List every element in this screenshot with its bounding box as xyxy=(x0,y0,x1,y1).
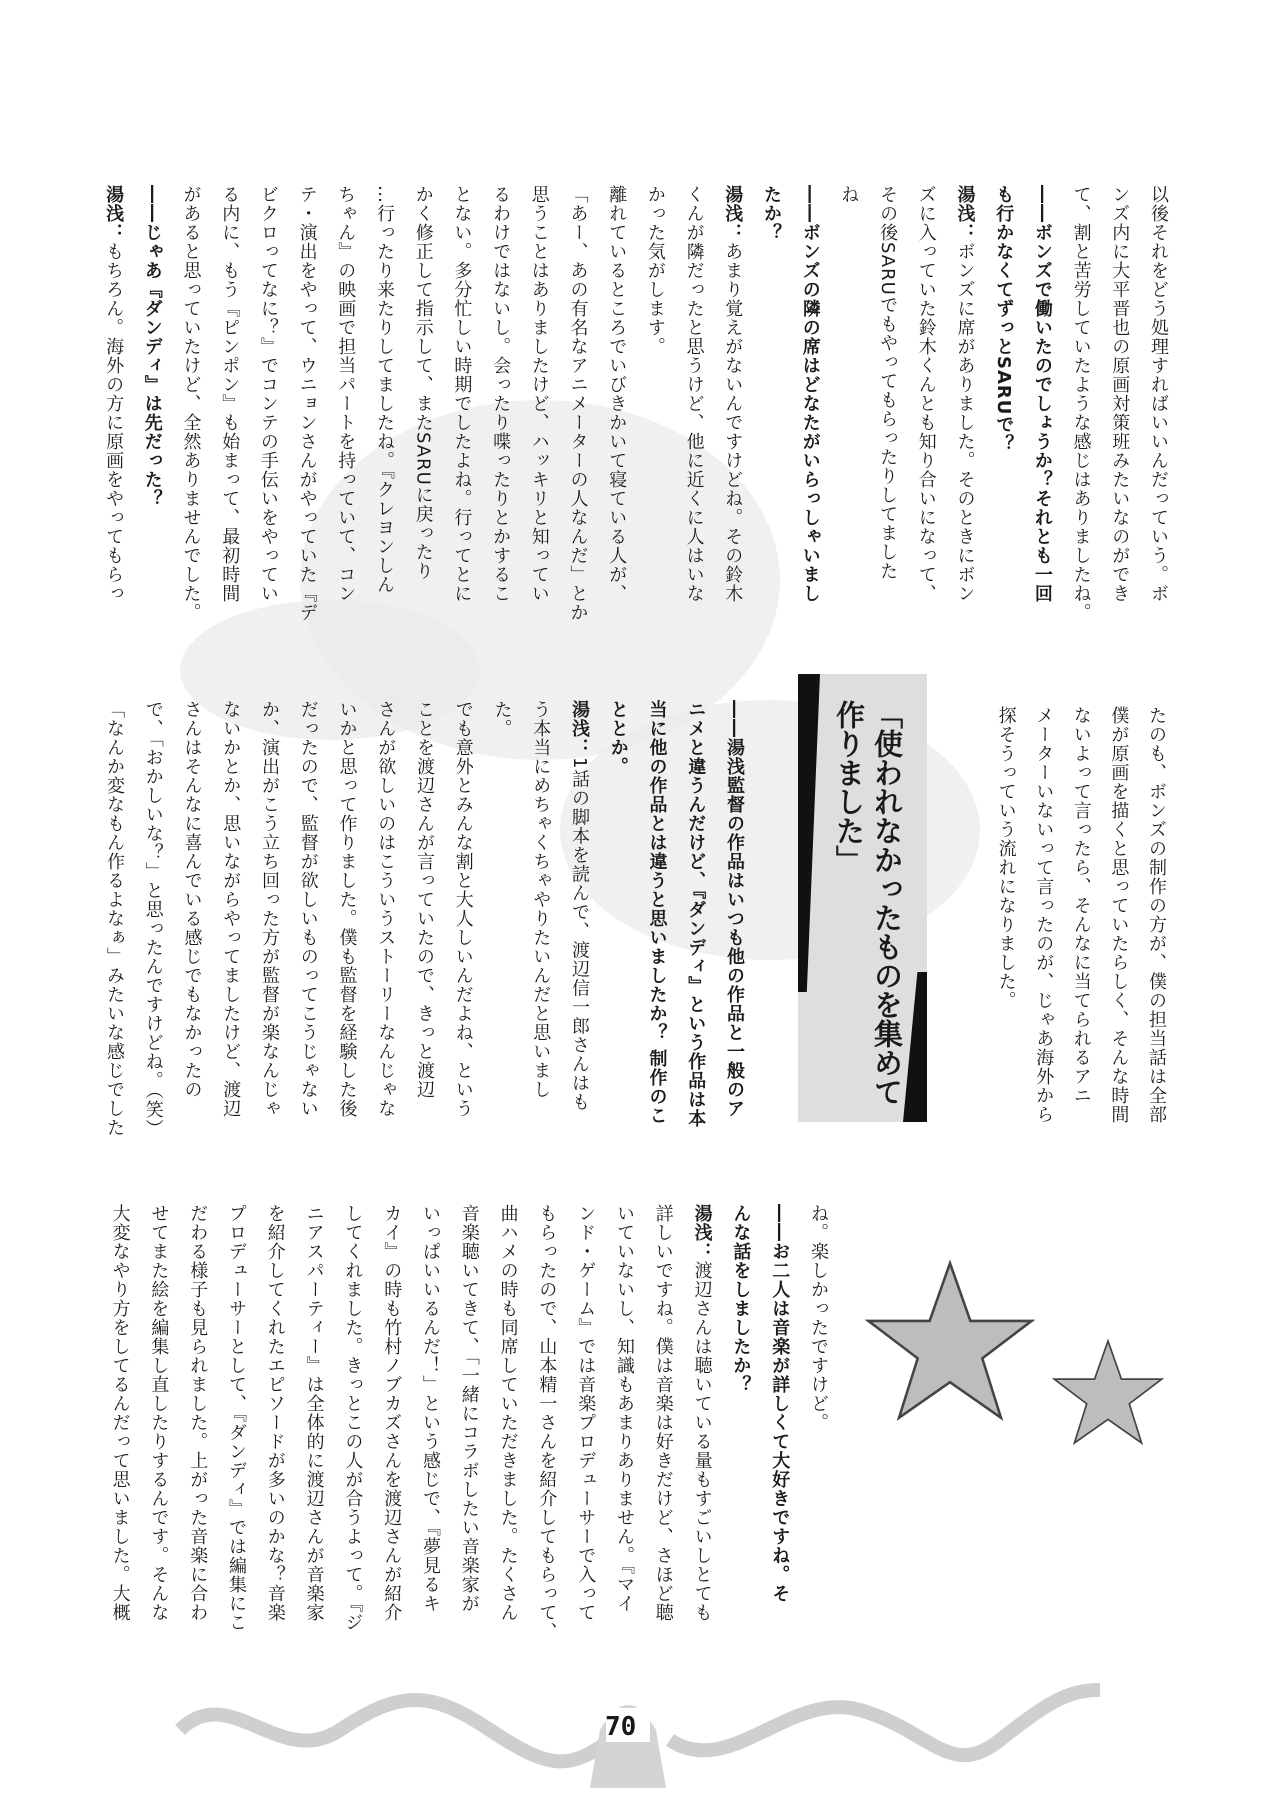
text-column xyxy=(496,1204,520,1622)
column-text: ことを渡辺さんが言っていたので、きっと渡辺 xyxy=(414,700,435,1099)
column-text: ビクロってなに？』でコンテの手伝いをやってい xyxy=(257,185,279,603)
column-text: 曲ハメの時も同席していただきました。たくさん xyxy=(497,1204,519,1622)
column-text: 詳しいですね。僕は音楽は好きだけど、さほど聴 xyxy=(652,1204,674,1622)
text-column xyxy=(1107,185,1131,603)
column-text: るわけではないし。会ったり喋ったりとかするこ xyxy=(490,185,512,603)
text-column xyxy=(690,1204,714,1622)
text-column xyxy=(534,1204,558,1641)
text-column xyxy=(449,185,473,603)
column-text: 離れているところでいびきかいて寝ている人が、 xyxy=(606,185,628,603)
column-text: ――ボンズの隣の席はどなたがいらっしゃいまし xyxy=(799,185,821,603)
column-text: 「なんか変なもん作るよなぁ」みたいな感じでした xyxy=(104,700,125,1137)
text-column xyxy=(566,185,590,622)
column-text: さんはそんなに喜んでいる感じでもなかったの xyxy=(181,700,203,1099)
text-column xyxy=(224,1204,248,1632)
column-text: だわる様子も見られました。上がった音楽に合わ xyxy=(187,1204,209,1622)
speaker-label: 湯浅： xyxy=(569,700,590,757)
star-small-icon xyxy=(1052,1338,1164,1446)
column-text: 以後それをどう処理すればいいんだっていう。ボ xyxy=(1148,185,1169,603)
text-column xyxy=(335,700,359,1118)
speaker-label: 湯浅： xyxy=(103,185,125,242)
interview-question-line xyxy=(722,700,746,1118)
column-text: だったので、監督が欲しいものってこうじゃない xyxy=(297,700,319,1118)
column-text: 1話の脚本を読んで、渡辺信一郎さんはも xyxy=(569,757,590,1112)
text-column xyxy=(651,1204,675,1622)
text-column xyxy=(302,1204,326,1622)
column-text: があると思っていたけど、全然ありませんでした。 xyxy=(180,185,202,622)
speaker-label: 湯浅： xyxy=(722,185,744,242)
column-text: もらったので、山本精一さんを紹介してもらって、 xyxy=(536,1204,558,1641)
text-column xyxy=(528,700,552,1099)
column-text: う本当にめちゃくちゃやりたいんだと思いまし xyxy=(530,700,552,1099)
text-column xyxy=(141,700,165,1138)
text-column xyxy=(333,185,357,603)
column-text: た。 xyxy=(491,700,513,738)
column-text: くんが隣だったと思うけど、他に近くに人はいな xyxy=(683,185,705,603)
interview-question-line xyxy=(767,1204,791,1603)
column-text: たのも、ボンズの制作の方が、僕の担当話は全部 xyxy=(1146,706,1167,1124)
column-text: 「あー、あの有名なアニメーターの人なんだ」とか xyxy=(567,185,589,622)
column-text: ニアスパーティー』は全体的に渡辺さんが音楽家 xyxy=(303,1204,325,1622)
text-column xyxy=(953,185,977,603)
column-text: かった気がします。 xyxy=(644,185,666,356)
interview-question-line xyxy=(728,1204,752,1394)
text-column xyxy=(604,185,628,603)
text-column xyxy=(373,700,397,1118)
text-column xyxy=(296,700,320,1118)
text-column xyxy=(1144,706,1168,1124)
column-text: ズに入っていた鈴木くんとも知り合いになって、 xyxy=(915,185,937,603)
text-column xyxy=(379,1204,403,1622)
text-column xyxy=(217,185,241,603)
column-text: 音楽聴いてきて、「一緒にコラボしたい音楽家が xyxy=(458,1204,480,1613)
text-column xyxy=(412,700,436,1099)
column-text: でも意外とみんな割と大人しいんだよね、という xyxy=(452,700,474,1118)
column-text: プロデューサーとして、『ダンディ』では編集にこ xyxy=(226,1204,247,1632)
column-text: いかと思って作りました。僕も監督を経験した後 xyxy=(336,700,358,1118)
text-column xyxy=(257,700,281,1118)
speaker-label: 湯浅： xyxy=(691,1204,713,1261)
column-text: で、「おかしいな？」と思ったんですけどね。（笑） xyxy=(142,700,164,1138)
text-column xyxy=(720,185,744,603)
text-column xyxy=(411,185,435,581)
column-text: 大変なやり方をしてるんだって思いました。大概 xyxy=(109,1204,131,1622)
column-text: 探そうっていう流れになりました。 xyxy=(995,706,1017,1010)
column-text: カイ』の時も竹村ノブカズさんを渡辺さんが紹介 xyxy=(381,1204,403,1622)
banner-edge xyxy=(798,674,820,992)
column-text: ちゃん』の映画で担当パートを持っていて、コン xyxy=(335,185,357,603)
column-text: も行かなくてずっとSARUで？ xyxy=(993,185,1015,454)
star-large-icon xyxy=(865,1258,1035,1423)
column-text: ――お二人は音楽が詳しくて大好きですね。そ xyxy=(769,1204,791,1603)
text-column xyxy=(573,1204,597,1622)
text-column xyxy=(612,1204,636,1613)
column-text: ニメと違うんだけど、『ダンディ』という作品は本 xyxy=(685,700,707,1128)
column-text: せてまた絵を編集し直したりするんです。そんな xyxy=(148,1204,170,1622)
column-text: 僕が原画を描くと思っていたらしく、そんな時間 xyxy=(1108,706,1130,1124)
text-column xyxy=(490,700,514,738)
text-column xyxy=(101,185,125,603)
text-column xyxy=(994,706,1018,1010)
text-column xyxy=(185,1204,209,1622)
text-column xyxy=(180,700,204,1099)
text-column xyxy=(836,185,860,204)
column-text: 渡辺さんは聴いている量もすごいしとても xyxy=(691,1261,713,1622)
column-text: テ・演出をやって、ウニョンさんがやっていた『デ xyxy=(296,185,318,622)
text-column xyxy=(218,700,242,1118)
text-column xyxy=(1106,706,1130,1124)
text-column xyxy=(340,1204,364,1632)
text-column xyxy=(457,1204,481,1613)
column-text: を紹介してくれたエピソードが多いのかな？音楽 xyxy=(264,1204,286,1622)
column-text: いっぱいいるんだ！」という感じで、『夢見るキ xyxy=(420,1204,441,1613)
text-column xyxy=(875,185,899,581)
column-text: る内に、もう『ピンポン』も始まって、最初時間 xyxy=(219,185,241,603)
speaker-label: 湯浅： xyxy=(954,185,976,242)
heading-line-1: 「使われなかったものを集めて xyxy=(870,700,904,1106)
column-text: ね xyxy=(838,185,860,204)
text-column xyxy=(488,185,512,603)
text-column xyxy=(263,1204,287,1622)
column-text: してくれました。きっとこの人が合うよって。『ジ xyxy=(342,1204,364,1632)
column-text: その後SARUでもやってもらったりしてました xyxy=(877,185,899,581)
column-text: て、割と苦労していたような感じはありましたね。 xyxy=(1070,185,1092,622)
column-text: もちろん。海外の方に原画をやってもらっ xyxy=(103,242,125,603)
text-column xyxy=(418,1204,442,1613)
text-column xyxy=(372,185,396,594)
column-text: メーターいないって言ったのが、じゃあ海外から xyxy=(1033,706,1055,1124)
column-text: ――ボンズで働いたのでしょうか？それとも一回 xyxy=(1031,185,1053,603)
interview-question-line xyxy=(606,700,630,776)
text-column xyxy=(527,185,551,603)
text-column xyxy=(567,700,591,1111)
banner-edge xyxy=(903,972,927,1122)
heading-line-2: 作りました」 xyxy=(832,700,866,874)
column-text: とない。多分忙しい時期でしたよね。行ってとに xyxy=(451,185,473,603)
text-column xyxy=(1146,185,1170,603)
column-text: ンド・ゲーム』では音楽プロデューサーで入って xyxy=(575,1204,597,1622)
column-text: さんが欲しいのはこういうストーリーなんじゃな xyxy=(375,700,397,1118)
column-text: たか？ xyxy=(761,185,782,242)
column-text: ――じゃあ『ダンディ』は先だった？ xyxy=(141,185,163,508)
section-heading xyxy=(830,700,906,1106)
interview-question-line xyxy=(1030,185,1054,603)
interview-question-line xyxy=(683,700,707,1128)
column-text: 当に他の作品とは違うと思いましたか？ 制作のこ xyxy=(646,700,668,1126)
text-column xyxy=(1069,185,1093,622)
text-column xyxy=(179,185,203,622)
text-column xyxy=(914,185,938,603)
interview-question-line xyxy=(991,185,1015,453)
column-text: あまり覚えがないんですけどね。その鈴木 xyxy=(722,242,744,603)
text-column xyxy=(256,185,280,603)
interview-question-line xyxy=(140,185,164,508)
column-text: ボンズに席がありました。そのときにボン xyxy=(954,242,976,603)
column-text: …行ったり来たりしてましたね。『クレヨンしん xyxy=(374,185,395,594)
text-column xyxy=(102,700,126,1137)
page-number: 70 xyxy=(605,1712,637,1742)
column-text: かく修正して指示して、またSARUに戻ったり xyxy=(412,185,434,581)
column-text: か、演出がこう立ち回った方が監督が楽なんじゃ xyxy=(259,700,280,1118)
text-column xyxy=(682,185,706,603)
column-text: んな話をしましたか？ xyxy=(730,1204,752,1394)
column-text: いていないし、知識もあまりありません。『マイ xyxy=(614,1204,635,1613)
text-column xyxy=(295,185,319,622)
text-column xyxy=(108,1204,132,1622)
text-column xyxy=(806,1204,830,1432)
text-column xyxy=(643,185,667,356)
column-text: 思うことはありましたけど、ハッキリと知ってい xyxy=(528,185,550,603)
column-text: ないよって言ったら、そんなに当てられるアニ xyxy=(1070,706,1092,1105)
column-text: ないかとか、思いながらやってましたけど、渡辺 xyxy=(220,700,242,1118)
text-column xyxy=(146,1204,170,1622)
column-text: ンズ内に大平晋也の原画対策班みたいなのができ xyxy=(1109,185,1131,603)
interview-question-line xyxy=(759,185,783,242)
column-text: ――湯浅監督の作品はいつも他の作品と一般のア xyxy=(724,700,745,1118)
interview-question-line xyxy=(798,185,822,603)
column-text: ととか。 xyxy=(607,700,629,776)
text-column xyxy=(451,700,475,1118)
text-column xyxy=(1031,706,1055,1124)
column-text: ね。楽しかったですけど。 xyxy=(808,1204,829,1432)
footer-ornament xyxy=(170,1670,1110,1790)
interview-question-line xyxy=(645,700,669,1125)
text-column xyxy=(1069,706,1093,1105)
